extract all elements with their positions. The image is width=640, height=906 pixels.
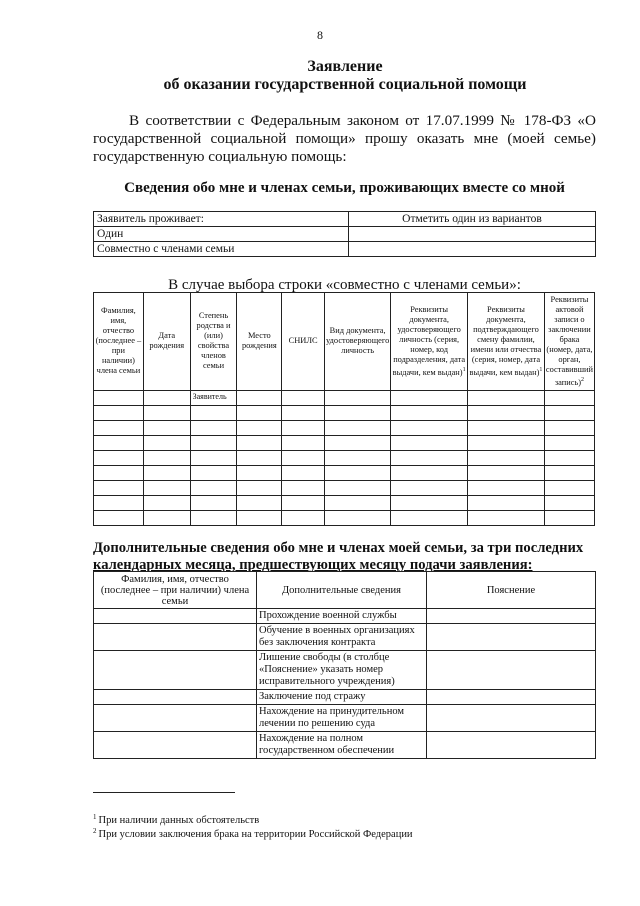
family-cell[interactable] [237, 405, 282, 420]
family-cell[interactable] [143, 405, 190, 420]
extra-info-label: Нахождение на принудительном лечении по решению суда [257, 705, 427, 732]
family-header-col-9: Реквизиты актовой записи о заключении брака (номер, дата, орган, составивший запись)$^2$ [544, 293, 594, 391]
extra-info-label: Прохождение военной службы [257, 609, 427, 624]
family-cell[interactable] [143, 495, 190, 510]
footnote-divider [93, 792, 235, 793]
family-table-row [94, 420, 595, 435]
extra-note-cell[interactable] [427, 705, 596, 732]
family-cell[interactable] [190, 480, 237, 495]
family-cell[interactable] [143, 390, 190, 405]
family-cell[interactable] [282, 510, 325, 525]
family-cell[interactable] [468, 465, 545, 480]
family-cell[interactable] [468, 480, 545, 495]
extra-note-cell[interactable] [427, 732, 596, 759]
family-header-col-1: Фамилия, имя, отчество (последнее – при наличии) члена семьи [94, 293, 144, 391]
residence-mark-header: Отметить один из вариантов [349, 212, 596, 227]
family-cell[interactable] [143, 420, 190, 435]
family-cell[interactable] [282, 435, 325, 450]
choice-note: В случае выбора строки «совместно с членами семьи»: [168, 277, 521, 293]
family-cell[interactable] [190, 450, 237, 465]
family-cell[interactable] [190, 420, 237, 435]
extra-header-note: Пояснение [427, 572, 596, 609]
extra-table-row [94, 690, 596, 705]
family-cell[interactable] [237, 495, 282, 510]
family-cell[interactable] [190, 405, 237, 420]
family-cell[interactable] [391, 510, 468, 525]
extra-table-row [94, 624, 596, 651]
family-cell[interactable] [468, 435, 545, 450]
family-cell[interactable] [544, 465, 594, 480]
extra-table-row [94, 651, 596, 690]
family-cell[interactable] [143, 480, 190, 495]
family-cell[interactable] [94, 495, 144, 510]
family-cell[interactable] [391, 405, 468, 420]
family-header-col-2: Дата рождения [143, 293, 190, 391]
family-cell[interactable] [94, 405, 144, 420]
family-cell[interactable] [468, 390, 545, 405]
residence-option-with-family: Совместно с членами семьи [94, 242, 349, 257]
family-cell[interactable] [237, 450, 282, 465]
family-table-row [94, 480, 595, 495]
footnote-1: $^1$ При наличии данных обстоятельств [93, 813, 260, 826]
family-cell[interactable] [391, 465, 468, 480]
extra-info-label: Обучение в военных организациях без заключения контракта [257, 624, 427, 651]
family-cell[interactable] [544, 480, 594, 495]
extra-name-cell[interactable] [94, 651, 257, 690]
residence-option-alone: Один [94, 227, 349, 242]
family-cell[interactable] [190, 465, 237, 480]
family-cell[interactable] [391, 390, 468, 405]
family-cell[interactable] [544, 390, 594, 405]
extra-name-cell[interactable] [94, 624, 257, 651]
family-cell[interactable] [468, 510, 545, 525]
family-cell[interactable] [391, 435, 468, 450]
family-cell[interactable] [143, 510, 190, 525]
footnote-mark: 1 [539, 367, 543, 373]
family-table-row [94, 495, 595, 510]
family-header-col-3: Степень родства и (или) свойства членов семьи [190, 293, 237, 391]
extra-info-label: Нахождение на полном государственном обеспечении [257, 732, 427, 759]
family-cell[interactable] [544, 420, 594, 435]
extra-table-row [94, 732, 596, 759]
family-cell[interactable] [282, 465, 325, 480]
family-cell[interactable] [544, 435, 594, 450]
section-additional-heading-line2: календарных месяца, предшествующих месяцу подачи заявления: [93, 557, 533, 573]
family-cell[interactable] [468, 405, 545, 420]
family-cell[interactable] [391, 420, 468, 435]
family-cell[interactable] [325, 390, 391, 405]
family-cell[interactable] [468, 420, 545, 435]
family-cell[interactable] [237, 390, 282, 405]
residence-mark-cell-with-family[interactable] [349, 242, 596, 257]
family-cell[interactable] [237, 435, 282, 450]
family-cell[interactable] [325, 405, 391, 420]
family-cell[interactable] [143, 450, 190, 465]
section-additional-heading [93, 540, 605, 574]
section-additional-heading-line1: Дополнительные сведения обо мне и членах моей семьи, за три последних [93, 540, 584, 556]
family-header-col-7: Реквизиты документа, удостоверяющего личность (серия, номер, код подразделения, дата выдачи, кем выдан)$^1$ [391, 293, 468, 391]
family-cell[interactable] [94, 510, 144, 525]
family-cell[interactable] [143, 435, 190, 450]
family-cell[interactable] [325, 420, 391, 435]
family-cell[interactable] [94, 420, 144, 435]
extra-info-label: Заключение под стражу [257, 690, 427, 705]
family-header-col-5: СНИЛС [282, 293, 325, 391]
family-table-row [94, 450, 595, 465]
footnote-2: $^2$ При условии заключения брака на территории Российской Федерации [93, 827, 413, 840]
family-cell[interactable] [468, 450, 545, 465]
family-table-row [94, 405, 595, 420]
family-cell[interactable] [391, 495, 468, 510]
family-cell[interactable] [282, 390, 325, 405]
extra-header-info: Дополнительные сведения [257, 572, 427, 609]
family-cell[interactable] [544, 495, 594, 510]
family-cell[interactable] [143, 465, 190, 480]
family-cell[interactable] [325, 510, 391, 525]
additional-info-table [93, 571, 596, 759]
page-number: 8 [317, 28, 323, 42]
family-cell[interactable] [94, 480, 144, 495]
family-cell[interactable] [237, 420, 282, 435]
family-cell[interactable] [237, 480, 282, 495]
family-cell[interactable] [325, 450, 391, 465]
family-cell[interactable] [325, 435, 391, 450]
extra-name-cell[interactable] [94, 732, 257, 759]
extra-info-label: Лишение свободы (в столбце «Пояснение» указать номер исправительного учреждения) [257, 651, 427, 690]
family-table-row [94, 390, 595, 405]
family-header-col-8: Реквизиты документа, подтверждающего смену фамилии, имени или отчества (серия, номер, дата выдачи, кем выдан)$^1$ [468, 293, 545, 391]
family-cell[interactable] [94, 435, 144, 450]
family-cell[interactable] [282, 450, 325, 465]
family-cell[interactable] [282, 420, 325, 435]
family-cell[interactable] [391, 480, 468, 495]
family-table-row [94, 510, 595, 525]
applicant-label-cell: Заявитель [190, 390, 237, 405]
residence-table [93, 211, 596, 257]
family-cell[interactable] [544, 450, 594, 465]
intro-paragraph: В соответствии с Федеральным законом от 17.07.1999 № 178-ФЗ «О государственной социальной помощи» прошу оказать мне (моей семье) государственную социальную помощь: [93, 112, 596, 165]
family-cell[interactable] [190, 510, 237, 525]
family-cell[interactable] [237, 510, 282, 525]
family-header-col-4: Место рождения [237, 293, 282, 391]
family-table-row [94, 435, 595, 450]
extra-name-cell[interactable] [94, 705, 257, 732]
residence-col-header: Заявитель проживает: [94, 212, 349, 227]
family-cell[interactable] [94, 390, 144, 405]
family-cell[interactable] [282, 405, 325, 420]
family-cell[interactable] [190, 495, 237, 510]
extra-note-cell[interactable] [427, 690, 596, 705]
extra-table-row [94, 705, 596, 732]
extra-table-row [94, 609, 596, 624]
family-cell[interactable] [325, 465, 391, 480]
extra-header-name: Фамилия, имя, отчество (последнее – при наличии) члена семьи [94, 572, 257, 609]
extra-name-cell[interactable] [94, 690, 257, 705]
extra-note-cell[interactable] [427, 624, 596, 651]
family-cell[interactable] [94, 450, 144, 465]
family-cell[interactable] [282, 480, 325, 495]
family-cell[interactable] [94, 465, 144, 480]
family-header-col-6: Вид документа, удостоверяющего личность [325, 293, 391, 391]
family-cell[interactable] [282, 495, 325, 510]
section-family-heading: Сведения обо мне и членах семьи, проживающих вместе со мной [124, 180, 565, 196]
family-cell[interactable] [325, 495, 391, 510]
footnote-mark: 2 [581, 377, 585, 383]
residence-mark-cell-alone[interactable] [349, 227, 596, 242]
family-members-table [93, 292, 595, 526]
form-subtitle: об оказании государственной социальной помощи [163, 76, 527, 93]
family-cell[interactable] [190, 435, 237, 450]
family-cell[interactable] [544, 510, 594, 525]
family-cell[interactable] [468, 495, 545, 510]
extra-name-cell[interactable] [94, 609, 257, 624]
family-cell[interactable] [325, 480, 391, 495]
family-cell[interactable] [237, 465, 282, 480]
extra-note-cell[interactable] [427, 609, 596, 624]
family-cell[interactable] [391, 450, 468, 465]
extra-note-cell[interactable] [427, 651, 596, 690]
footnote-mark: 1 [462, 367, 466, 373]
family-cell[interactable] [544, 405, 594, 420]
form-title: Заявление [307, 58, 383, 75]
family-table-row [94, 465, 595, 480]
